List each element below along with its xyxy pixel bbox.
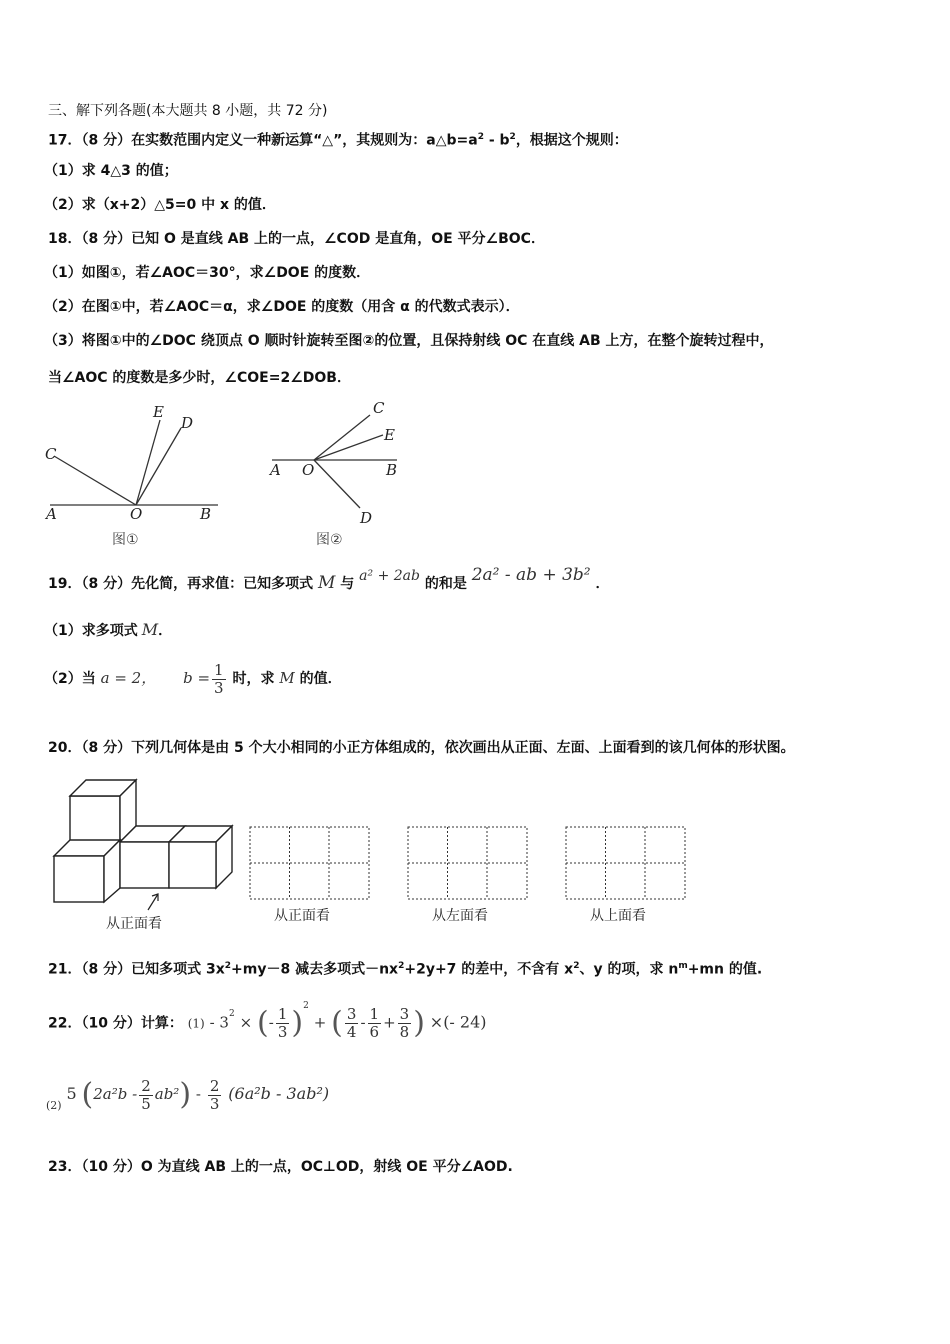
- cube-mid-front: [120, 842, 169, 888]
- fig2-ray-od: [314, 460, 360, 508]
- q20-solid: [48, 776, 238, 936]
- solid-caption: 从正面看: [106, 916, 162, 932]
- grid-front-view: [249, 826, 371, 902]
- figure-2: [262, 398, 412, 548]
- fig1-ray-od: [136, 428, 181, 505]
- fig1-label-e: E: [153, 403, 164, 421]
- fig2-caption: 图②: [316, 532, 343, 548]
- fig1-ray-oc: [54, 456, 136, 505]
- fig2-ray-oe: [314, 435, 383, 460]
- q19-stem: 19．（8 分）先化简，再求值：已知多项式 M 与 a² + 2ab 的和是 2a² - ab + 3b² ．: [48, 565, 610, 593]
- q17-part2: （2）求（x+2）△5=0 中 x 的值．: [44, 197, 276, 213]
- fig2-label-e: E: [384, 426, 395, 444]
- q18-part1: （1）如图①，若∠AOC＝30°，求∠DOE 的度数．: [44, 265, 371, 281]
- q19-part1: （1）求多项式 M．: [44, 620, 173, 639]
- cube-right-front: [169, 842, 216, 888]
- grid-left-view: [407, 826, 529, 902]
- q17-part1: （1）求 4△3 的值；: [44, 163, 178, 179]
- fig2-label-o: O: [302, 461, 315, 479]
- fig2-label-c: C: [373, 399, 385, 417]
- q22-part1: 22．（10 分）计算： $(1) - 3^2$ × (- $\frac{1}{3}$ )$^2$ + ( $\frac{3}{4}$ - $\frac{1}{6}$ + $\frac{3}{8}$ ) ×(- 24): [48, 1001, 487, 1042]
- fig2-label-b: B: [386, 461, 398, 479]
- fig1-label-b: B: [200, 505, 212, 523]
- q18-part2: （2）在图①中，若∠AOC＝α，求∠DOE 的度数（用含 α 的代数式表示）．: [44, 299, 520, 315]
- grid-top-view: [565, 826, 687, 902]
- cube-top-front: [70, 796, 120, 842]
- fig1-label-a: A: [46, 505, 57, 523]
- fig1-ray-oe: [136, 420, 160, 505]
- q23-stem: 23．（10 分）O 为直线 AB 上的一点，OC⊥OD，射线 OE 平分∠AOD.: [48, 1159, 513, 1175]
- q20-stem: 20．（8 分）下列几何体是由 5 个大小相同的小正方体组成的，依次画出从正面、左面、上面看到的该几何体的形状图。: [48, 740, 795, 756]
- q19-part2: （2）当 a = 2， b = $\frac{1}{3}$ 时，求 M 的值．: [44, 660, 342, 697]
- fig1-label-o: O: [130, 505, 143, 523]
- q17-stem: 17．（8 分）在实数范围内定义一种新运算“△”，其规则为：$a\triangle b=a^2 - b^2$，根据这个规则：: [48, 132, 628, 149]
- grid-front-caption: 从正面看: [274, 908, 330, 924]
- fig2-label-a: A: [270, 461, 281, 479]
- fig2-label-d: D: [360, 509, 373, 527]
- grid-left-caption: 从左面看: [432, 908, 488, 924]
- q22-part2: $_{(2)}$ 5 (2a²b - $\frac{2}{5}$ ab²) - $\frac{2}{3}$ (6a²b - 3ab²): [46, 1076, 330, 1113]
- q18-part3-line1: （3）将图①中的∠DOC 绕顶点 O 顺时针旋转至图②的位置，且保持射线 OC 在直线 AB 上方，在整个旋转过程中，: [44, 333, 774, 349]
- fig1-caption: 图①: [112, 532, 139, 548]
- view-arrow: [148, 894, 158, 910]
- fig1-label-c: C: [45, 445, 57, 463]
- q18-stem: 18．（8 分）已知 O 是直线 AB 上的一点，∠COD 是直角，OE 平分∠BOC．: [48, 231, 545, 247]
- fig2-ray-oc: [314, 415, 370, 460]
- section-title: 三、解下列各题(本大题共 8 小题，共 72 分): [48, 103, 328, 119]
- fig1-label-d: D: [181, 414, 194, 432]
- cube-left-front: [54, 856, 104, 902]
- q18-part3-line2: 当∠AOC 的度数是多少时，∠COE=2∠DOB．: [48, 370, 351, 386]
- figure-1: [40, 398, 230, 548]
- grid-top-caption: 从上面看: [590, 908, 646, 924]
- q21-stem: 21．（8 分）已知多项式 $3x^2+my-8$ 减去多项式$-nx^2+2y+7$ 的差中，不含有 $x^2$、y 的项，求 $n^m+mn$ 的值.: [48, 961, 763, 978]
